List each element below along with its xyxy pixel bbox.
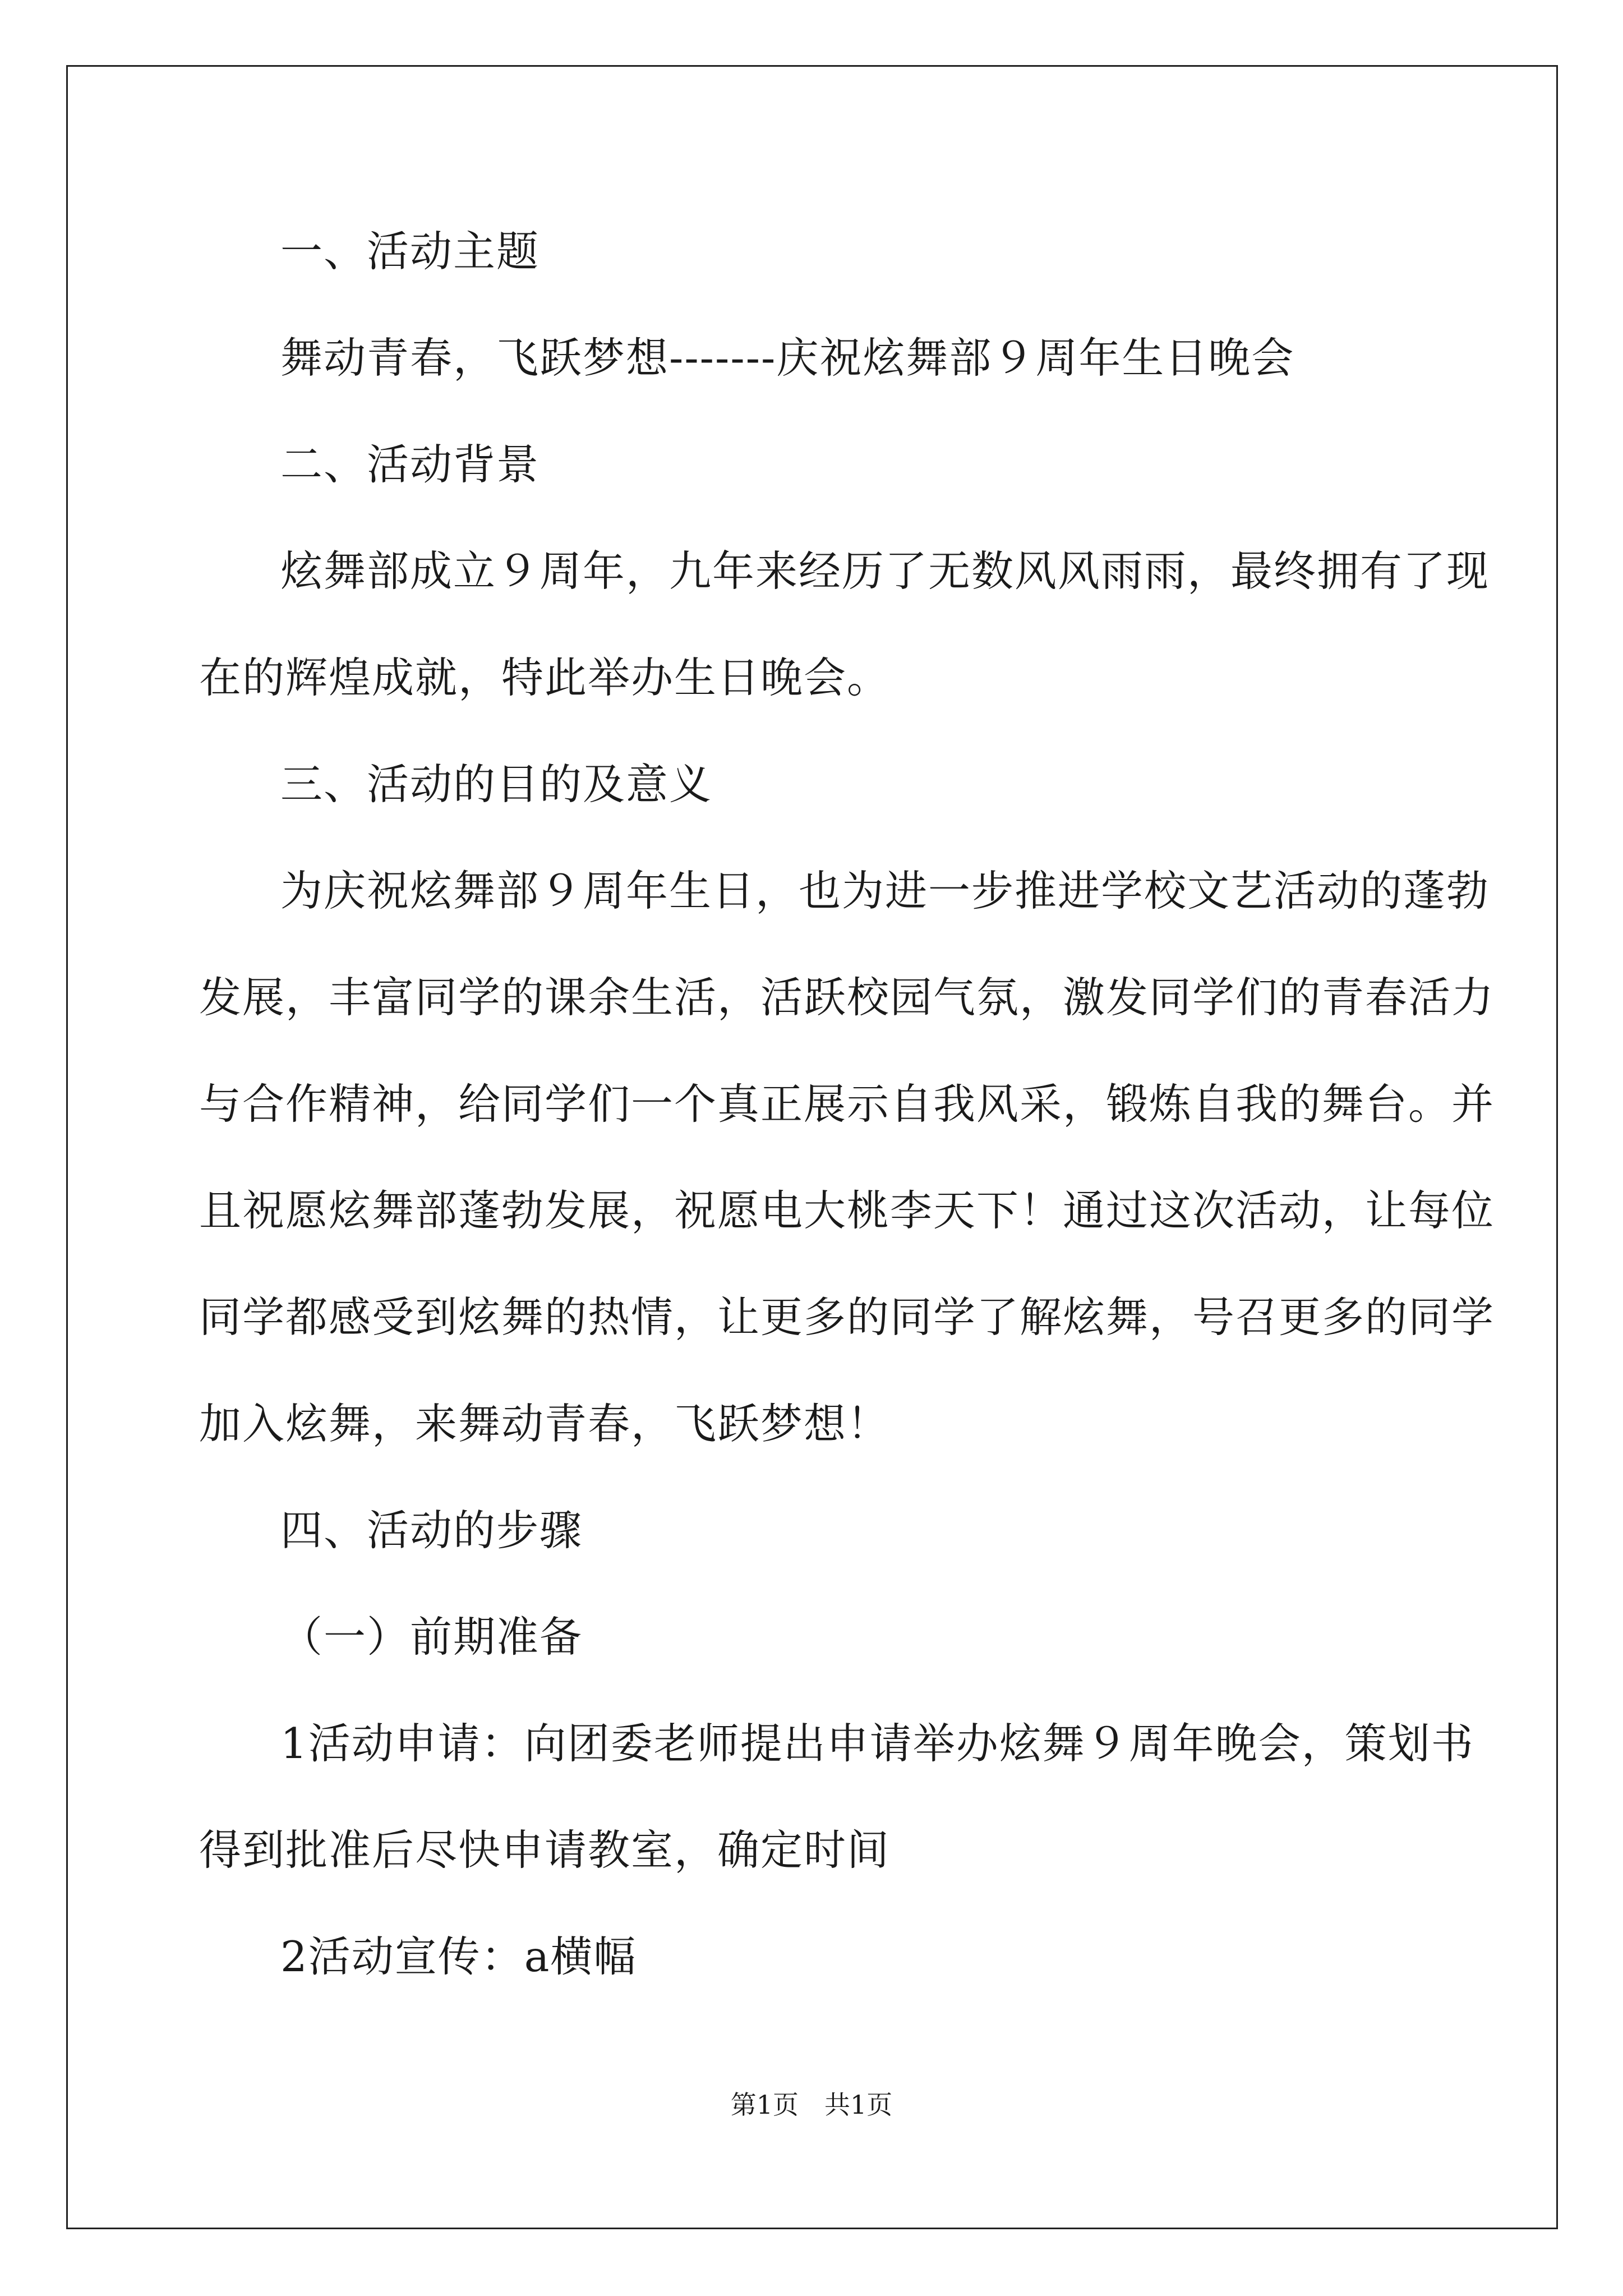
step-2-line: 2活动宣传：a横幅 [280, 1932, 637, 1981]
heading-activity-steps: 四、活动的步骤 [280, 1506, 583, 1555]
theme-text: 舞动青春，飞跃梦想-------庆祝炫舞部９周年生日晚会 [280, 333, 1295, 383]
purpose-paragraph-line: 与合作精神，给同学们一个真正展示自我风采，锻炼自我的舞台。并 [199, 1079, 1495, 1129]
purpose-paragraph-line: 发展，丰富同学的课余生活，活跃校园气氛，激发同学们的青春活力 [199, 973, 1495, 1022]
background-paragraph-line: 在的辉煌成就，特此举办生日晚会。 [199, 653, 891, 702]
purpose-paragraph-line: 且祝愿炫舞部蓬勃发展，祝愿电大桃李天下！通过这次活动，让每位 [199, 1186, 1495, 1235]
purpose-paragraph-line: 同学都感受到炫舞的热情，让更多的同学了解炫舞，号召更多的同学 [199, 1292, 1495, 1342]
subheading-preparation: （一）前期准备 [280, 1612, 583, 1662]
heading-purpose-significance: 三、活动的目的及意义 [280, 760, 713, 809]
purpose-paragraph-line: 加入炫舞，来舞动青春，飞跃梦想！ [199, 1399, 891, 1448]
page-footer: 第1页 共1页 [730, 2090, 893, 2120]
step-1-line: 1活动申请：向团委老师提出申请举办炫舞９周年晚会，策划书 [280, 1719, 1474, 1768]
purpose-paragraph-line: 为庆祝炫舞部９周年生日，也为进一步推进学校文艺活动的蓬勃 [280, 866, 1490, 915]
heading-activity-background: 二、活动背景 [280, 440, 540, 489]
step-1-line: 得到批准后尽快申请教室，确定时间 [199, 1825, 891, 1875]
heading-activity-theme: 一、活动主题 [280, 227, 540, 276]
page-border [66, 65, 1558, 2229]
background-paragraph-line: 炫舞部成立９周年，九年来经历了无数风风雨雨，最终拥有了现 [280, 546, 1490, 596]
